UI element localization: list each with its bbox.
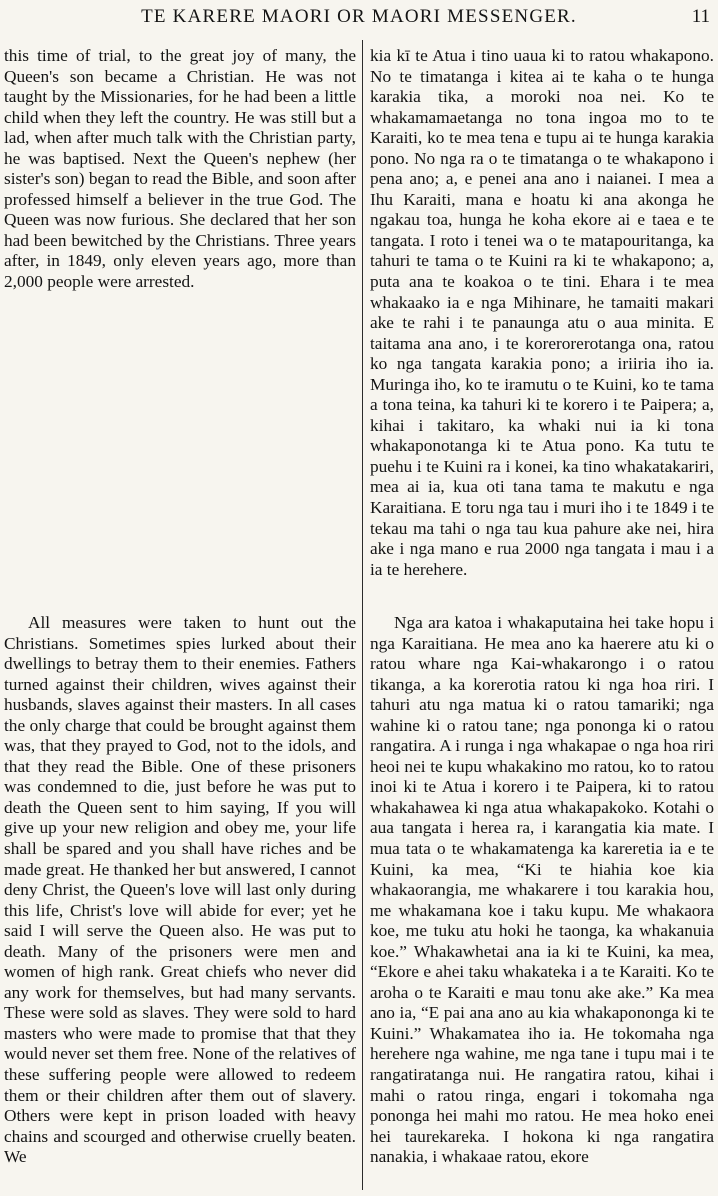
page-number: 11 — [691, 6, 710, 27]
maori-column-top — [370, 46, 714, 580]
english-paragraph-1: this time of trial, to the great joy of many, the Queen's son became a Christian. He was not taught by the Missionaries, for he had been a little child when they left the country. He was still but a lad, when after much talk with the Christian party, he was baptised. Next the Queen's nephew (her sister's son) began to read the Bible, and soon after professed himself a believer in the true God. The Queen was now furious. She declared that her son had been bewitched by the Christians. Three years after, in 1849, only eleven years ago, more than 2,000 people were arrested. — [4, 46, 356, 292]
column-divider — [362, 40, 363, 1190]
english-column-bottom — [4, 613, 356, 1168]
maori-paragraph-1: kia kī te Atua i tino uaua ki to ratou whakapono. No te timatanga i kitea ai te kaha o te hunga karakia tika, a moroki noa nei. Ko te whakamamaetanga no tona ingoa mo to te Karaiti, ko te mea tena e tupu ai te hunga karakia pono. No nga ra o te timatanga o te whakapono i pena ano; a, e penei ana ano i naianei. I mea a Ihu Karaiti, mana e hoatu ki ana akonga he ngakau toa, hunga he koha ekore ai e taea e te tangata. I roto i tenei wa o te matapouritanga, ka tahuri te tama o te Kuini ra ki te whakapono; a, puta ana te koakoa o te tini. Ehara i te mea whakaako ia e nga Mihinare, he tamaiti makari ake te rahi i te panaunga atu o aua minita. E taitama ana ano, i te korerorerotanga ona, ratou ko nga tangata karakia pono; a iriiria iho ia. Muringa iho, ko te iramutu o te Kuini, ko te tama a tona teina, ka tahuri ki te korero i te Paipera; a, kihai i takitaro, ka whaki nui ia ki tona whakaponotanga ki te Atua pono. Ka tutu te puehu i te Kuini ra i konei, ka tino whakatakariri, mea ai ia, kua oti tana tama te makutu e nga Karaitiana. E toru nga tau i muri iho i te 1849 i te tekau ma tahi o nga tau kua pahure ake nei, hira ake i nga mano e rua 2000 nga tangata i mau i a ia te herehere. — [370, 46, 714, 579]
english-paragraph-2: All measures were taken to hunt out the Christians. Sometimes spies lurked about their dwellings to betray them to their enemies. Fathers turned against their children, wives against their husbands, slaves against their masters. In all cases the only charge that could be brought against them was, that they prayed to God, not to the idols, and that they read the Bible. One of these prisoners was condemned to die, just before he was put to death the Queen sent to him saying, If you will give up your new religion and obey me, your life shall be spared and you shall have riches and be made great. He thanked her but answered, I cannot deny Christ, the Queen's love will last only during this life, Christ's love will abide for ever; yet he said I will serve the Queen also. He was put to death. Many of the prisoners were men and women of high rank. Great chiefs who never did any work for themselves, but had many servants. These were sold as slaves. They were sold to hard masters who were made to promise that that they would never set them free. None of the relatives of these suffering people were allowed to redeem them or their children after them out of slavery. Others were kept in prison loaded with heavy chains and scourged and otherwise cruelly beaten. We — [4, 613, 356, 1167]
page-header — [0, 0, 718, 36]
english-column-top — [4, 46, 356, 293]
maori-column-bottom — [370, 613, 714, 1168]
running-title: TE KARERE MAORI OR MAORI MESSENGER. — [141, 6, 577, 27]
maori-paragraph-2: Nga ara katoa i whakaputaina hei take hopu i nga Karaitiana. He mea ano ka haerere atu ki o ratou whare nga Kai-whakarongo i o ratou tikanga, a ka korerotia ratou ki nga hoa riri. I tahuri atu nga matua ki o ratou tamariki; nga wahine ki o ratou tane; nga pononga ki o ratou rangatira. A i runga i nga whakapae o nga hoa riri heoi nei te kupu whakakino mo ratou, ko to ratou inoi ki te Atua i korero i te Paipera, ki to ratou whakahawea ki nga atua whakapakoko. Kotahi o aua tangata i herea ra, i karangatia kia mate. I mua tata o te whakamatenga ka kareretia ia e te Kuini, ka mea, “Ki te hiahia koe kia whakaorangia, me whakarere i tou karakia hou, me whakamana koe i taku kupu. Me whakaora koe, me tuku atu hoki he taonga, ka whakanuia koe.” Whakawhetai ana ia ki te Kuini, ka mea, “Ekore e ahei taku whakateka i a te Karaiti. Ko te aroha o te Karaiti e mau tonu ake ake.” Ka mea ano ia, “E pai ana ano au kia whakapononga ki te Kuini.” Whakamatea iho ia. He tokomaha nga herehere nga wahine, me nga tane i tupu mai i te rangatiratanga nui. He rangatira ratou, kihai i mahi o ratou ringa, engari i tokomaha nga pononga hei mahi mo ratou. He mea hoko enei hei taurekareka. I hokona ki nga rangatira nanakia, i whakaae ratou, ekore — [370, 613, 714, 1167]
